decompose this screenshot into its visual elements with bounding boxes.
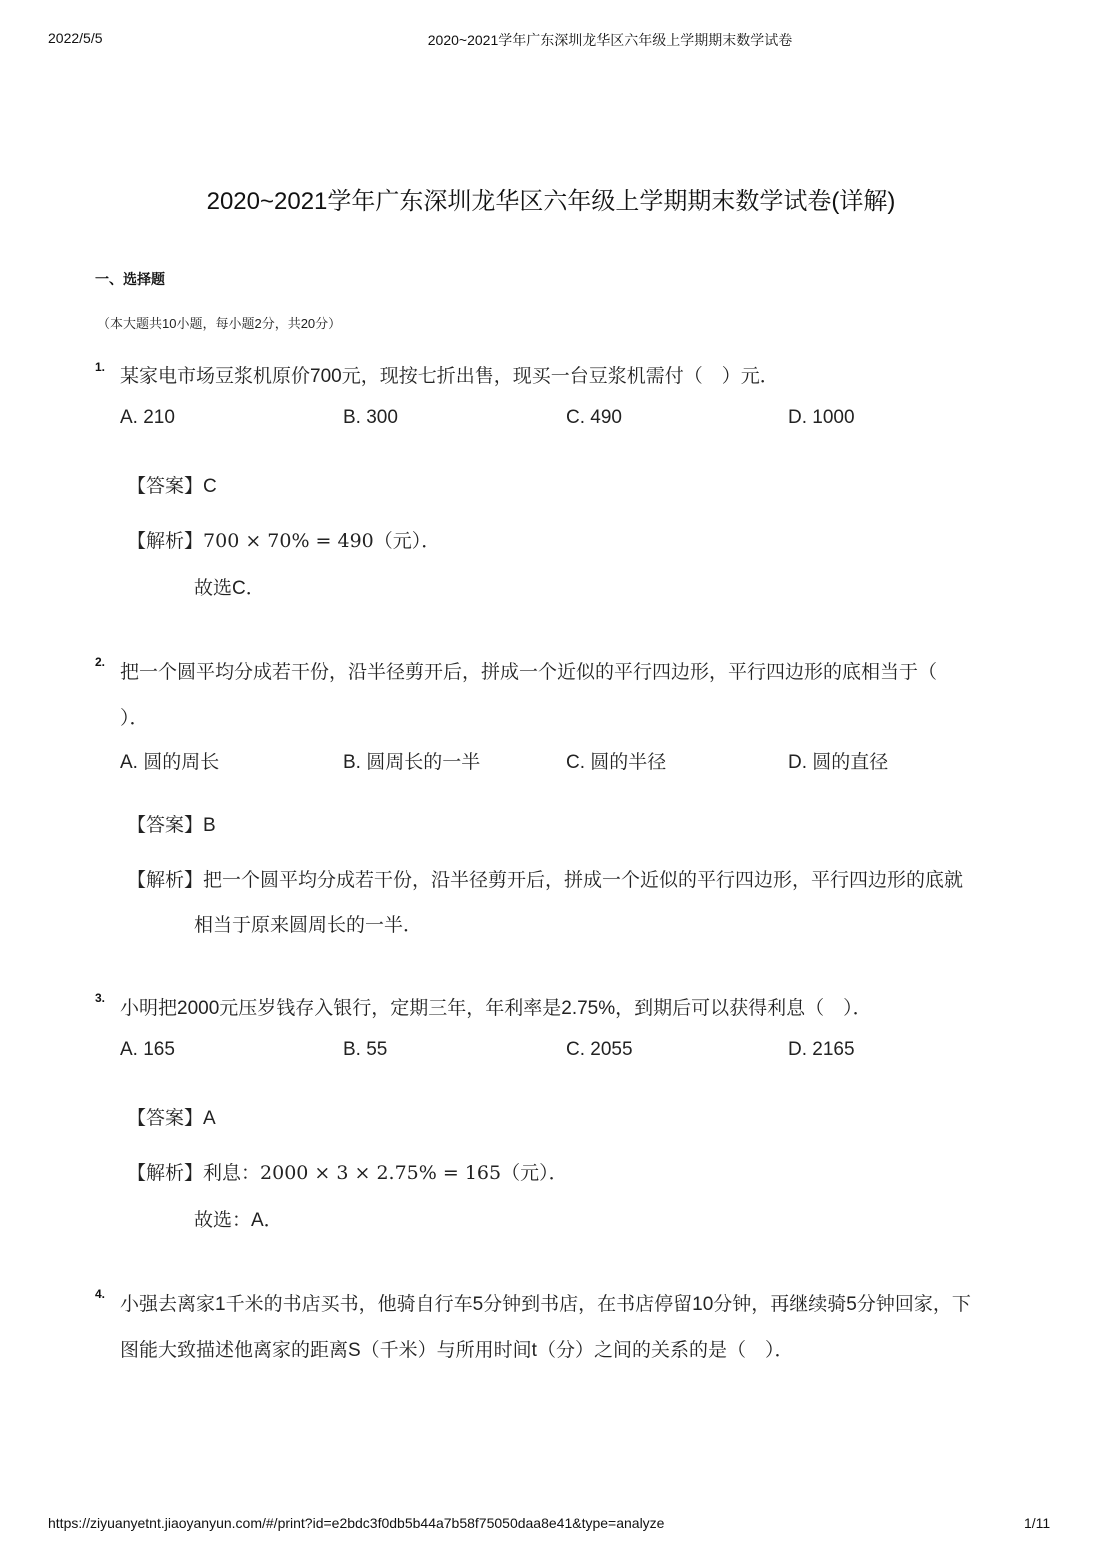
analysis-block — [127, 1158, 568, 1185]
option-a: A. 210 — [120, 407, 175, 428]
analysis-block — [127, 526, 440, 553]
analysis-label: 【解析】 — [127, 531, 204, 552]
answer-label: 【答案】 — [127, 815, 204, 836]
analysis-line: 故选C． — [194, 578, 265, 599]
option-c: C. 圆的半径 — [566, 752, 667, 773]
footer-url[interactable]: https://ziyuanyetnt.jiaoyanyun.com/#/print?id=e2bdc3f0db5b44a7b58f75050daa8e41&type=analyze — [48, 1515, 665, 1531]
analysis-block — [127, 865, 963, 892]
option-d: D. 1000 — [788, 407, 855, 428]
option-c: C. 490 — [566, 407, 622, 428]
answer-value: B — [203, 815, 216, 836]
option-c: C. 2055 — [566, 1039, 633, 1060]
option-d: D. 2165 — [788, 1039, 855, 1060]
analysis-line: 故选：A． — [194, 1210, 283, 1231]
question-text: 小明把2000元压岁钱存入银行，定期三年，年利率是2.75%，到期后可以获得利息（ ）． — [120, 998, 872, 1019]
analysis-line: 利息：2000 × 3 × 2.75% = 165（元）． — [203, 1162, 568, 1184]
question-text: ）． — [120, 708, 149, 729]
analysis-line: 700 × 70% = 490（元）． — [203, 530, 441, 552]
question-text: 某家电市场豆浆机原价700元，现按七折出售，现买一台豆浆机需付（ ）元． — [120, 366, 779, 387]
question-number: 1. — [95, 360, 106, 374]
question-text: 把一个圆平均分成若干份，沿半径剪开后，拼成一个近似的平行四边形，平行四边形的底相当于（ — [120, 662, 938, 683]
question-number: 3. — [95, 991, 106, 1005]
question-text: 小强去离家1千米的书店买书，他骑自行车5分钟到书店，在书店停留10分钟，再继续骑5分钟回家，下 — [120, 1294, 971, 1315]
page-number: 1/11 — [1024, 1515, 1051, 1531]
answer-block — [127, 1103, 216, 1130]
analysis-line: 把一个圆平均分成若干份，沿半径剪开后，拼成一个近似的平行四边形，平行四边形的底就 — [203, 870, 964, 891]
section-note: （本大题共10小题，每小题2分，共20分） — [97, 316, 342, 331]
option-a: A. 圆的周长 — [120, 752, 220, 773]
answer-value: C — [203, 476, 217, 497]
answer-value: A — [203, 1108, 216, 1129]
analysis-label: 【解析】 — [127, 870, 204, 891]
section-heading: 一、选择题 — [95, 271, 165, 287]
answer-block — [127, 810, 216, 837]
option-b: B. 55 — [343, 1039, 388, 1060]
question-number: 4. — [95, 1287, 106, 1301]
option-b: B. 圆周长的一半 — [343, 752, 481, 773]
analysis-line: 相当于原来圆周长的一半． — [194, 915, 423, 936]
question-text: 图能大致描述他离家的距离S（千米）与所用时间t（分）之间的关系的是（ ）． — [120, 1340, 794, 1361]
question-number: 2. — [95, 655, 106, 669]
print-date: 2022/5/5 — [48, 30, 103, 46]
answer-label: 【答案】 — [127, 1108, 204, 1129]
option-b: B. 300 — [343, 407, 398, 428]
option-a: A. 165 — [120, 1039, 175, 1060]
option-d: D. 圆的直径 — [788, 752, 889, 773]
analysis-label: 【解析】 — [127, 1163, 204, 1184]
answer-block — [127, 471, 217, 498]
page-title: 2020~2021学年广东深圳龙华区六年级上学期期末数学试卷(详解) — [206, 188, 896, 215]
answer-label: 【答案】 — [127, 476, 204, 497]
header-doc-title: 2020~2021学年广东深圳龙华区六年级上学期期末数学试卷 — [427, 32, 793, 48]
